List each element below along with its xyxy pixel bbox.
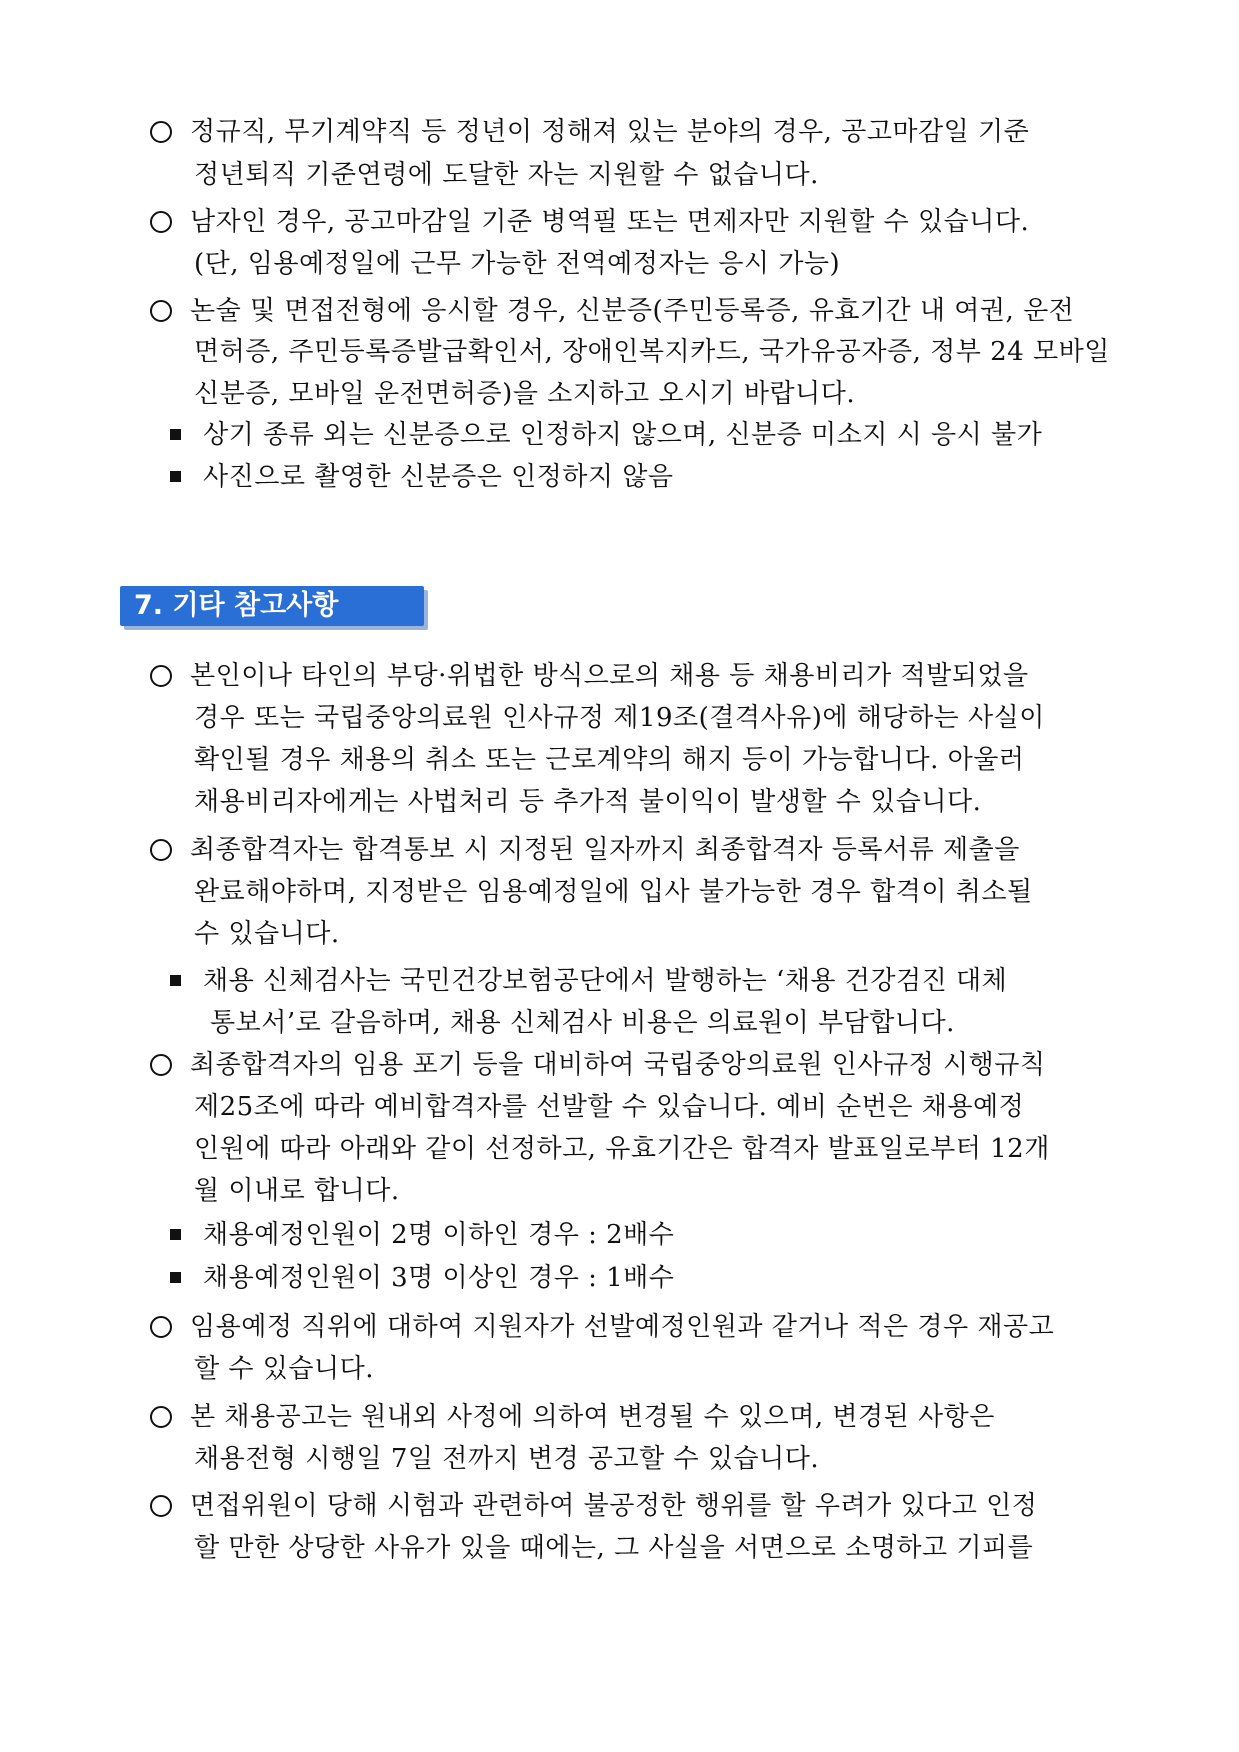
item-text-continued: 채용비리자에게는 사법처리 등 추가적 불이익이 발생할 수 있습니다. [194, 787, 982, 817]
item-text: 본 채용공고는 원내외 사정에 의하여 변경될 수 있으며, 변경된 사항은 [190, 1402, 995, 1432]
item-text-continued: 월 이내로 합니다. [194, 1176, 400, 1206]
sub-item [170, 1261, 674, 1295]
list-item [150, 659, 1029, 693]
circle-bullet-icon [150, 121, 172, 143]
item-text-continued: 경우 또는 국립중앙의료원 인사규정 제19조(결격사유)에 해당하는 사실이 [194, 703, 1045, 733]
circle-bullet-icon [150, 1406, 172, 1428]
sub-item-text: 채용예정인원이 2명 이하인 경우 : 2배수 [203, 1220, 675, 1250]
sub-item [170, 964, 1007, 998]
sub-item [170, 1218, 674, 1252]
item-text-continued: 완료해야하며, 지정받은 임용예정일에 입사 불가능한 경우 합격이 취소될 [194, 877, 1033, 907]
item-text-continued: 신분증, 모바일 운전면허증)을 소지하고 오시기 바랍니다. [194, 379, 856, 409]
circle-bullet-icon [150, 665, 172, 687]
circle-bullet-icon [150, 300, 172, 322]
item-text-continued: 할 만한 상당한 사유가 있을 때에는, 그 사실을 서면으로 소명하고 기피를 [194, 1533, 1034, 1563]
item-text-continued: 확인될 경우 채용의 취소 또는 근로계약의 해지 등이 가능합니다. 아울러 [194, 745, 1025, 775]
circle-bullet-icon [150, 1316, 172, 1338]
circle-bullet-icon [150, 1495, 172, 1517]
item-text: 최종합격자의 임용 포기 등을 대비하여 국립중앙의료원 인사규정 시행규칙 [190, 1050, 1046, 1080]
list-item [150, 1310, 1054, 1344]
square-bullet-icon [170, 471, 181, 482]
list-item [150, 115, 1029, 149]
sub-item-text: 채용 신체검사는 국민건강보험공단에서 발행하는 ‘채용 건강검진 대체 [203, 966, 1008, 996]
item-text-continued: 할 수 있습니다. [194, 1354, 374, 1384]
list-item [150, 294, 1074, 328]
item-text: 남자인 경우, 공고마감일 기준 병역필 또는 면제자만 지원할 수 있습니다. [190, 207, 1030, 237]
circle-bullet-icon [150, 211, 172, 233]
circle-bullet-icon [150, 1054, 172, 1076]
square-bullet-icon [170, 975, 181, 986]
list-item [150, 1048, 1045, 1082]
sub-item [170, 418, 1042, 452]
square-bullet-icon [170, 429, 181, 440]
sub-item-text: 채용예정인원이 3명 이상인 경우 : 1배수 [203, 1263, 675, 1293]
sub-item [170, 460, 674, 494]
item-text: 최종합격자는 합격통보 시 지정된 일자까지 최종합격자 등록서류 제출을 [190, 835, 1020, 865]
item-text-continued: 면허증, 주민등록증발급확인서, 장애인복지카드, 국가유공자증, 정부 24 모바일 [194, 337, 1110, 367]
item-text-continued: 수 있습니다. [194, 919, 340, 949]
square-bullet-icon [170, 1229, 181, 1240]
square-bullet-icon [170, 1272, 181, 1283]
list-item [150, 1489, 1037, 1523]
item-text-continued: 정년퇴직 기준연령에 도달한 자는 지원할 수 없습니다. [194, 160, 819, 190]
item-text: 면접위원이 당해 시험과 관련하여 불공정한 행위를 할 우려가 있다고 인정 [190, 1491, 1038, 1521]
item-text: 임용예정 직위에 대하여 지원자가 선발예정인원과 같거나 적은 경우 재공고 [190, 1312, 1055, 1342]
item-text: 본인이나 타인의 부당·위법한 방식으로의 채용 등 채용비리가 적발되었을 [190, 661, 1029, 691]
list-item [150, 1400, 995, 1434]
list-item [150, 205, 1029, 239]
item-text: 논술 및 면접전형에 응시할 경우, 신분증(주민등록증, 유효기간 내 여권, 운전 [190, 296, 1075, 326]
sub-item-text: 사진으로 촬영한 신분증은 인정하지 않음 [203, 462, 674, 492]
sub-item-text: 상기 종류 외는 신분증으로 인정하지 않으며, 신분증 미소지 시 응시 불가 [203, 420, 1043, 450]
item-text-continued: 인원에 따라 아래와 같이 선정하고, 유효기간은 합격자 발표일로부터 12개 [194, 1134, 1050, 1164]
item-text: 정규직, 무기계약직 등 정년이 정해져 있는 분야의 경우, 공고마감일 기준 [190, 117, 1030, 147]
item-text-continued: 제25조에 따라 예비합격자를 선발할 수 있습니다. 예비 순번은 채용예정 [194, 1092, 1025, 1122]
item-text-continued: (단, 임용예정일에 근무 가능한 전역예정자는 응시 가능) [194, 249, 841, 279]
section-title: 7. 기타 참고사항 [134, 590, 339, 621]
item-text-continued: 채용전형 시행일 7일 전까지 변경 공고할 수 있습니다. [194, 1444, 820, 1474]
circle-bullet-icon [150, 839, 172, 861]
sub-item-text-continued: 통보서’로 갈음하며, 채용 신체검사 비용은 의료원이 부담합니다. [210, 1008, 955, 1038]
list-item [150, 833, 1020, 867]
